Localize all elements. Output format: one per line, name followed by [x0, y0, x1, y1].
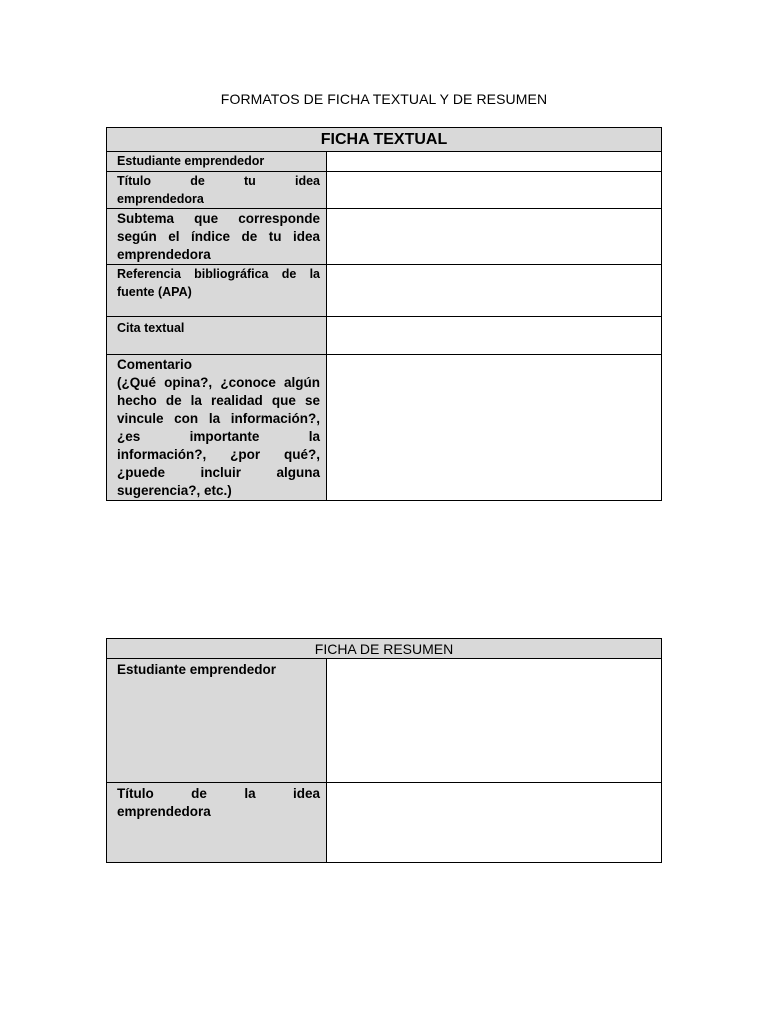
ficha-resumen-header: FICHA DE RESUMEN: [107, 639, 662, 659]
field-comentario[interactable]: [327, 355, 662, 501]
label-estudiante-emprendedor: Estudiante emprendedor: [107, 152, 327, 172]
label-comentario: [107, 355, 327, 501]
label-resumen-titulo-line1: Título de la idea: [117, 786, 320, 801]
label-titulo-idea-line1: Título de tu idea: [117, 174, 320, 188]
label-resumen-titulo-line2: emprendedora: [117, 804, 211, 819]
label-cita-textual: Cita textual: [107, 317, 327, 355]
ficha-textual-header: FICHA TEXTUAL: [107, 128, 662, 152]
label-titulo-idea: [107, 172, 327, 209]
field-cita-textual[interactable]: [327, 317, 662, 355]
label-referencia-bibliografica: Referencia bibliográfica de la fuente (APA): [107, 265, 327, 317]
label-titulo-idea-line2: emprendedora: [117, 192, 204, 206]
field-resumen-estudiante[interactable]: [327, 659, 662, 783]
field-referencia-bibliografica[interactable]: [327, 265, 662, 317]
document-title: FORMATOS DE FICHA TEXTUAL Y DE RESUMEN: [220, 91, 548, 107]
ficha-textual-table: [106, 127, 662, 501]
field-subtema[interactable]: [327, 209, 662, 265]
ficha-resumen-table: [106, 638, 662, 863]
label-comentario-title: Comentario: [117, 357, 193, 372]
field-estudiante-emprendedor[interactable]: [327, 152, 662, 172]
label-resumen-estudiante: Estudiante emprendedor: [107, 659, 327, 783]
label-comentario-questions: (¿Qué opina?, ¿conoce algún hecho de la realidad que se vincule con la información?, ¿es importante la información?, ¿por qué?, ¿puede incluir alguna sugerencia?, etc.): [117, 375, 320, 498]
label-subtema: Subtema que corresponde según el índice de tu idea emprendedora: [107, 209, 327, 265]
field-titulo-idea[interactable]: [327, 172, 662, 209]
label-resumen-titulo: [107, 783, 327, 863]
field-resumen-titulo[interactable]: [327, 783, 662, 863]
